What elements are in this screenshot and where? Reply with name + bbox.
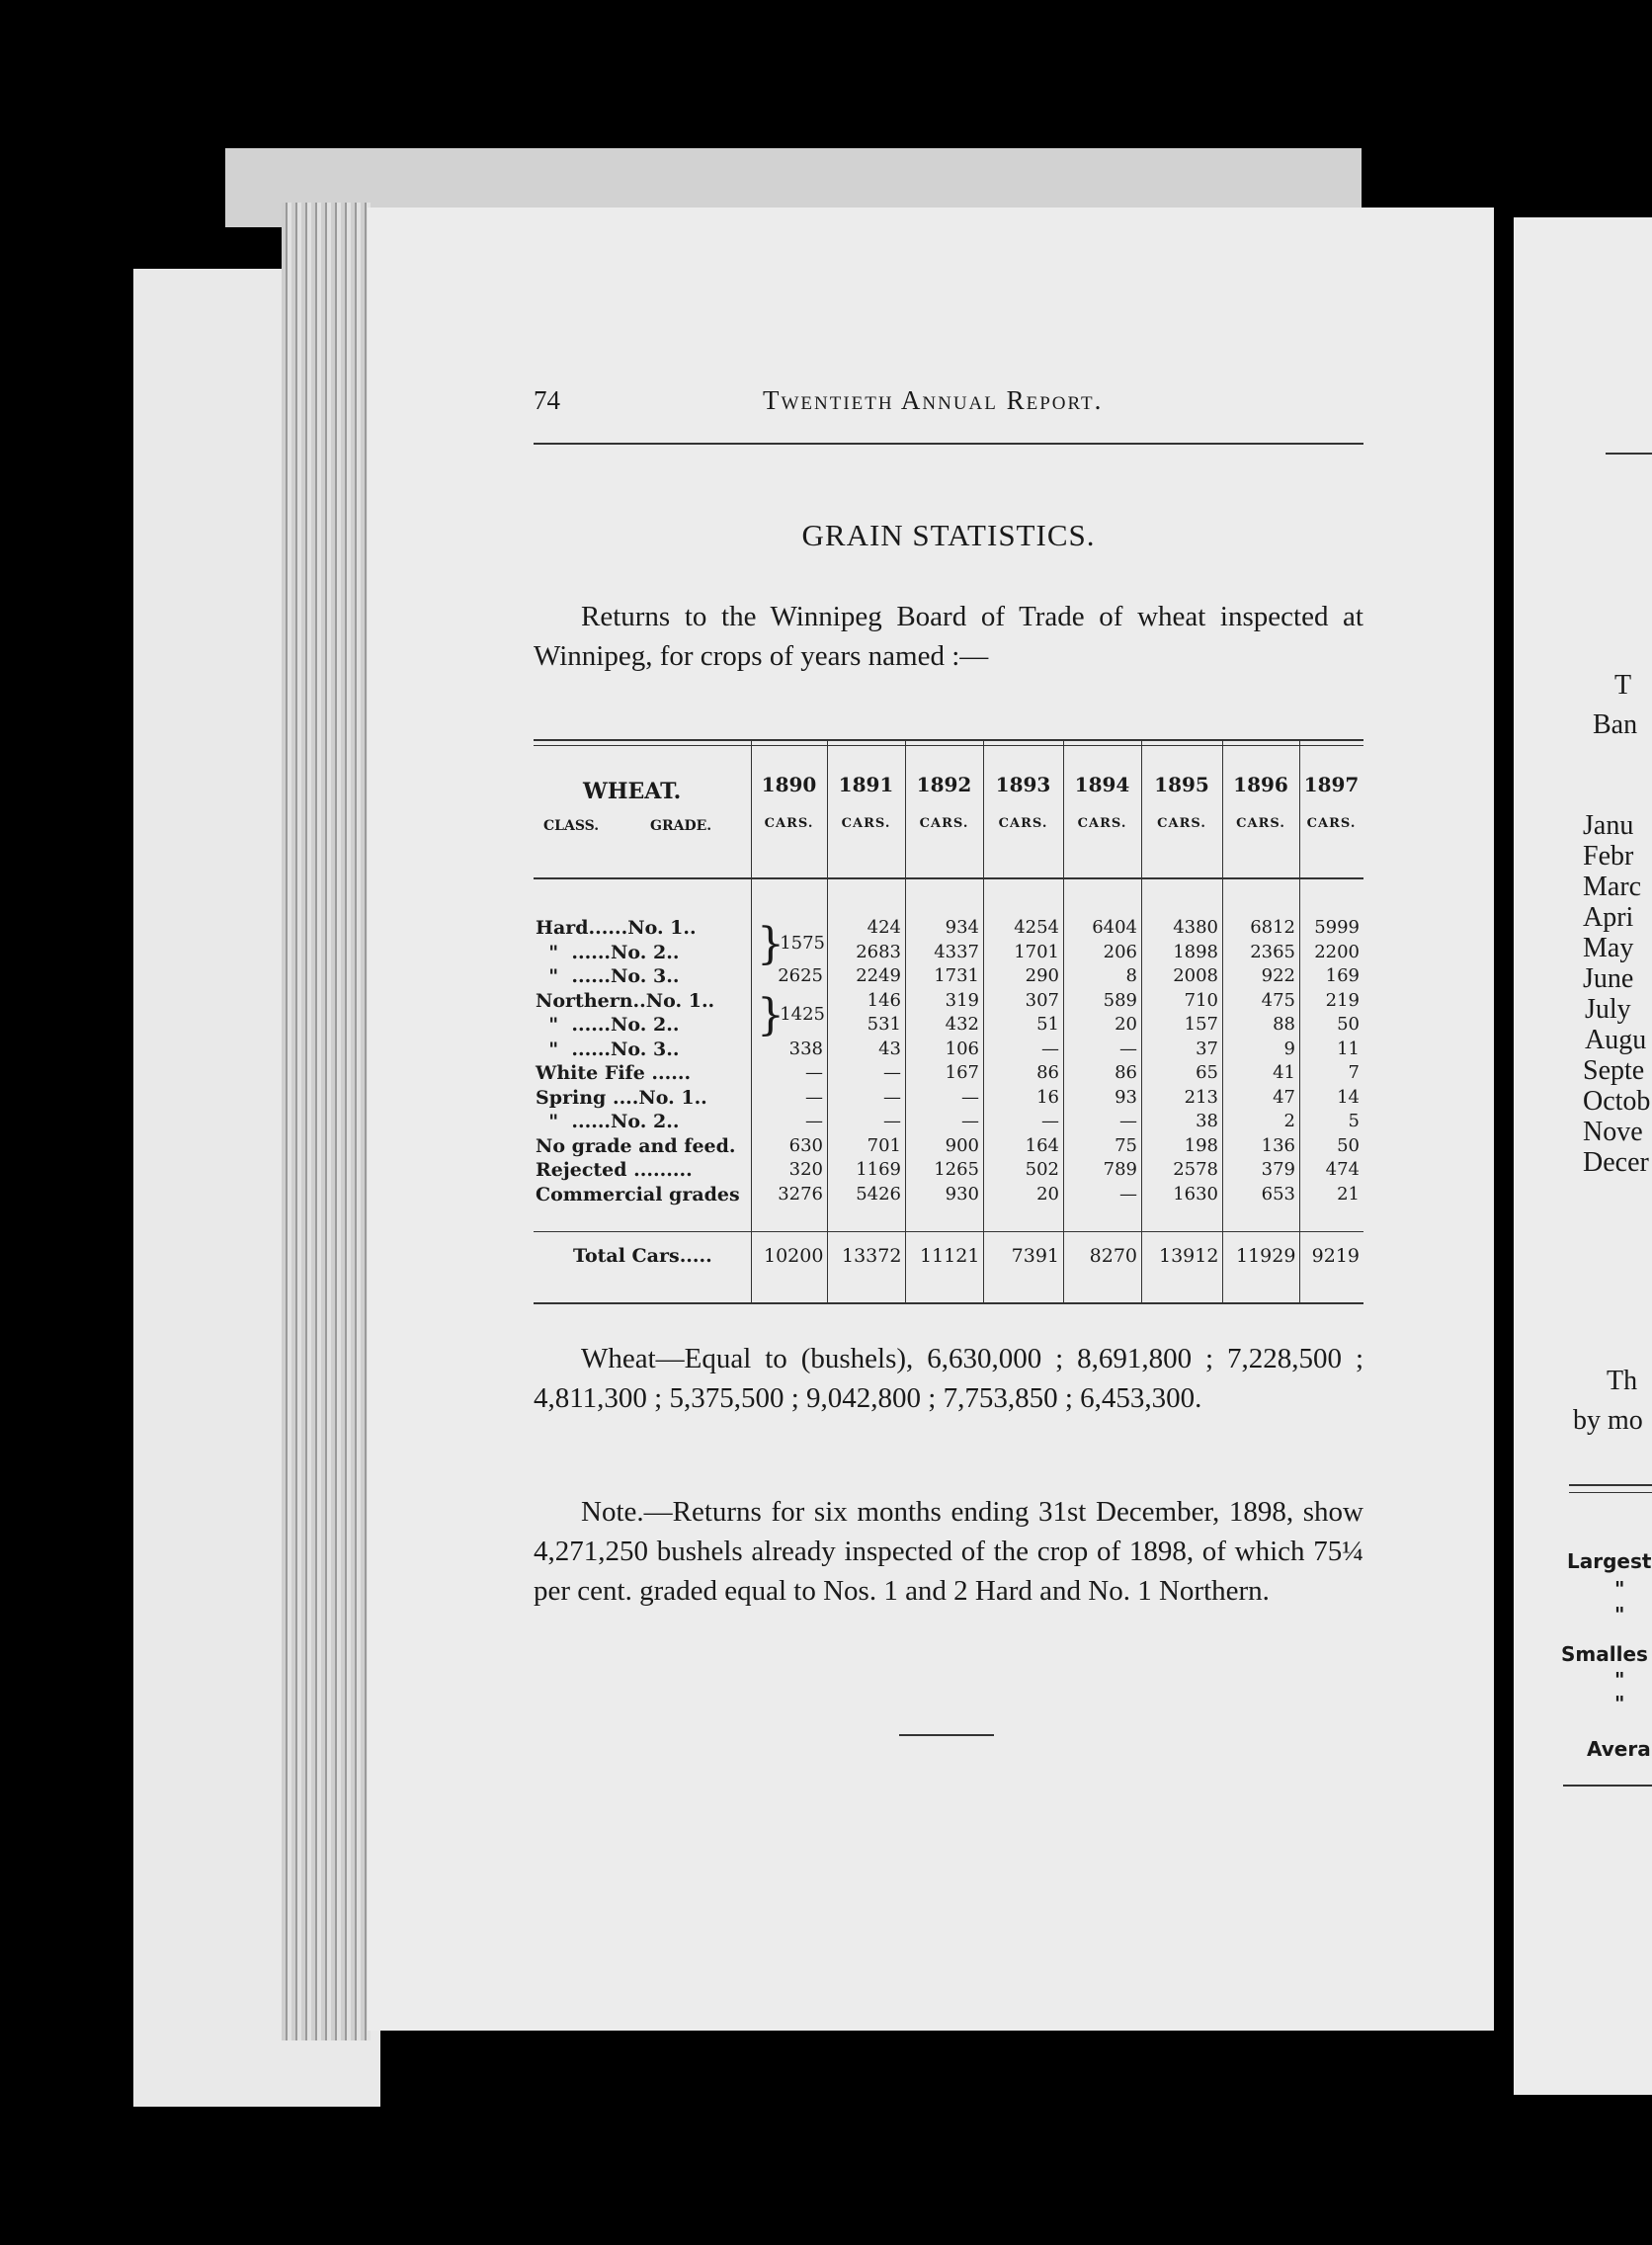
intro-text: Returns to the Winnipeg Board of Trade of wheat inspected at Winnipeg, for crops of years named :— (534, 601, 1363, 672)
table-cell: — (883, 1062, 901, 1083)
bracket-value-hard: 1575 (780, 933, 825, 954)
table-cell: 2 (1283, 1111, 1295, 1131)
table-cell: 146 (867, 989, 901, 1011)
table-bottom-rule (534, 1302, 1363, 1304)
table-cell: 630 (788, 1134, 823, 1156)
table-cell: 20 (1036, 1183, 1059, 1205)
table-cell: — (1119, 1038, 1137, 1059)
facing-month: Apri (1583, 902, 1634, 933)
row-label: " ......No. 2.. (536, 941, 680, 963)
unit-1890: CARS. (764, 816, 814, 831)
end-rule (899, 1734, 994, 1736)
total-cell: 9219 (1311, 1245, 1360, 1267)
table-cell: 4380 (1173, 917, 1218, 938)
table-cell: — (961, 1086, 979, 1108)
table-cell: 20 (1115, 1014, 1137, 1035)
table-cell: 8 (1125, 965, 1137, 986)
facing-header-rule (1606, 453, 1652, 455)
table-cell: — (883, 1086, 901, 1108)
table-cell: 934 (945, 917, 979, 938)
table-cell: — (1119, 1183, 1137, 1205)
year-1891: 1891 (838, 773, 894, 796)
table-cell: 51 (1036, 1014, 1059, 1035)
table-cell: 1701 (1014, 941, 1059, 962)
bushels-paragraph (534, 1339, 1363, 1418)
grade-label: GRADE. (650, 818, 712, 834)
table-cell: 219 (1325, 989, 1360, 1011)
facing-ditto-3: " (1614, 1668, 1625, 1692)
table-cell: 43 (878, 1038, 901, 1059)
table-cell: 2578 (1173, 1159, 1218, 1180)
facing-month: Janu (1583, 810, 1634, 841)
table-cell: 3276 (778, 1183, 823, 1205)
table-cell: — (805, 1086, 823, 1108)
total-label: Total Cars..... (573, 1245, 712, 1267)
unit-1893: CARS. (998, 816, 1048, 831)
table-cell: 710 (1184, 989, 1218, 1011)
table-cell: 41 (1273, 1062, 1295, 1083)
bracket-northern: } (757, 990, 785, 1040)
table-cell: 50 (1337, 1014, 1360, 1035)
page-number: 74 (534, 385, 560, 415)
table-cell: 320 (788, 1159, 823, 1180)
row-label: Commercial grades (536, 1183, 740, 1206)
table-cell: 5999 (1314, 917, 1360, 938)
row-label: " ......No. 2.. (536, 1014, 680, 1036)
table-top-rule (534, 739, 1363, 741)
facing-month: June (1583, 963, 1634, 994)
table-cell: 9 (1283, 1038, 1295, 1059)
table-cell: 75 (1115, 1134, 1137, 1156)
unit-1892: CARS. (919, 816, 969, 831)
table-cell: 14 (1337, 1086, 1360, 1108)
table-cell: 136 (1261, 1134, 1295, 1156)
table-cell: 157 (1184, 1014, 1218, 1035)
table-cell: 65 (1196, 1062, 1218, 1083)
class-label: CLASS. (543, 818, 600, 834)
table-cell: 213 (1184, 1086, 1218, 1108)
facing-largest: Largest (1567, 1549, 1652, 1573)
table-cell: 21 (1337, 1183, 1360, 1205)
facing-month: Decer (1583, 1147, 1649, 1178)
table-cell: 86 (1115, 1062, 1137, 1083)
table-cell: 789 (1103, 1159, 1137, 1180)
table-cell: 2200 (1314, 941, 1360, 962)
wheat-heading: WHEAT. (583, 779, 682, 804)
table-cell: 930 (945, 1183, 979, 1205)
table-cell: — (961, 1111, 979, 1131)
table-cell: 86 (1036, 1062, 1059, 1083)
row-label: White Fife ...... (536, 1062, 692, 1084)
table-cell: 4254 (1014, 917, 1059, 938)
table-cell: 2249 (856, 965, 901, 986)
table-cell: — (1119, 1111, 1137, 1131)
year-1892: 1892 (916, 773, 972, 796)
unit-1894: CARS. (1077, 816, 1127, 831)
total-cell: 10200 (764, 1245, 824, 1267)
total-cell: 11121 (920, 1245, 980, 1267)
facing-rule (1569, 1484, 1652, 1486)
running-title: Twentieth Annual Report. (763, 385, 1104, 415)
bushels-text: Wheat—Equal to (bushels), 6,630,000 ; 8,691,800 ; 7,228,500 ; 4,811,300 ; 5,375,500 ; 9,042,800 ; 7,753,850 ; 6,453,300. (534, 1343, 1363, 1414)
unit-1897: CARS. (1306, 816, 1357, 831)
unit-1896: CARS. (1236, 816, 1285, 831)
bracket-hard: } (757, 919, 785, 969)
table-cell: 701 (867, 1134, 901, 1156)
table-cell: 88 (1273, 1014, 1295, 1035)
table-cell: 5426 (856, 1183, 901, 1205)
facing-month: Augu (1585, 1025, 1647, 1055)
total-cell: 7391 (1011, 1245, 1059, 1267)
year-1893: 1893 (995, 773, 1051, 796)
facing-month: Marc (1583, 872, 1642, 902)
total-cell: 13372 (842, 1245, 902, 1267)
row-label: No grade and feed. (536, 1134, 736, 1157)
total-cell: 8270 (1089, 1245, 1137, 1267)
row-label: Rejected ......... (536, 1159, 693, 1181)
table-cell: 167 (945, 1062, 979, 1083)
table-cell: 6812 (1250, 917, 1295, 938)
year-1897: 1897 (1303, 773, 1360, 796)
table-cell: 16 (1036, 1086, 1059, 1108)
table-cell: 47 (1273, 1086, 1295, 1108)
table-cell: 589 (1103, 989, 1137, 1011)
table-cell: 432 (945, 1014, 979, 1035)
facing-ditto-2: " (1614, 1603, 1625, 1626)
note-text: Note.—Returns for six months ending 31st December, 1898, show 4,271,250 bushels already inspected of the crop of 1898, of which 75¼ per cent. graded equal to Nos. 1 and 2 Hard and No. 1 Northern. (534, 1496, 1363, 1607)
table-cell: 38 (1196, 1111, 1218, 1131)
row-label: " ......No. 3.. (536, 1038, 680, 1060)
note-paragraph (534, 1492, 1363, 1611)
facing-ditto-1: " (1614, 1577, 1625, 1601)
table-cell: 2008 (1173, 965, 1218, 986)
table-cell: 653 (1261, 1183, 1295, 1205)
table-cell: 106 (945, 1038, 979, 1059)
table-cell: 307 (1025, 989, 1059, 1011)
row-label: Hard......No. 1.. (536, 917, 697, 939)
table-cell: 531 (867, 1014, 901, 1035)
table-cell: — (883, 1111, 901, 1131)
facing-rule-2 (1569, 1492, 1652, 1493)
wheat-table (534, 739, 1363, 1302)
row-label: " ......No. 3.. (536, 965, 680, 987)
table-cell: 11 (1337, 1038, 1360, 1059)
table-cell: 6404 (1092, 917, 1137, 938)
table-cell: 290 (1025, 965, 1059, 986)
year-1896: 1896 (1233, 773, 1288, 796)
table-cell: 1169 (856, 1159, 901, 1180)
bracket-value-northern: 1425 (780, 1004, 825, 1025)
facing-by-mo: by mo (1573, 1405, 1643, 1436)
table-cell: 169 (1325, 965, 1360, 986)
table-cell: 1731 (934, 965, 979, 986)
table-cell: 900 (945, 1134, 979, 1156)
intro-paragraph (534, 597, 1363, 676)
unit-1895: CARS. (1157, 816, 1206, 831)
table-top-rule-2 (534, 745, 1363, 746)
table-cell: 424 (867, 917, 901, 938)
total-cell: 13912 (1159, 1245, 1219, 1267)
table-cell: 338 (788, 1038, 823, 1059)
table-cell: 206 (1103, 941, 1137, 962)
table-cell: 2625 (778, 965, 823, 986)
facing-month: May (1583, 933, 1634, 963)
table-cell: 319 (945, 989, 979, 1011)
facing-bottom-rule (1563, 1785, 1652, 1787)
year-1894: 1894 (1074, 773, 1130, 796)
facing-month: Nove (1583, 1117, 1643, 1147)
facing-month: July (1585, 994, 1631, 1025)
header-separator (534, 877, 1363, 879)
table-cell: 1630 (1173, 1183, 1218, 1205)
year-1895: 1895 (1154, 773, 1209, 796)
table-cell: 922 (1261, 965, 1295, 986)
table-cell: — (805, 1111, 823, 1131)
table-cell: 198 (1184, 1134, 1218, 1156)
table-cell: — (1041, 1111, 1059, 1131)
table-cell: 7 (1348, 1062, 1360, 1083)
table-cell: 5 (1348, 1111, 1360, 1131)
page-stack-edges (282, 203, 371, 2040)
table-cell: 1265 (934, 1159, 979, 1180)
table-cell: 93 (1115, 1086, 1137, 1108)
facing-t: T (1614, 670, 1632, 701)
facing-month: Septe (1583, 1055, 1645, 1086)
unit-1891: CARS. (841, 816, 891, 831)
total-cell: 11929 (1236, 1245, 1296, 1267)
table-cell: 2683 (856, 941, 901, 962)
facing-th: Th (1607, 1366, 1638, 1396)
table-cell: 1898 (1173, 941, 1218, 962)
table-cell: 475 (1261, 989, 1295, 1011)
table-cell: 2365 (1250, 941, 1295, 962)
table-cell: 164 (1025, 1134, 1059, 1156)
facing-ban: Ban (1593, 709, 1638, 740)
row-label: " ......No. 2.. (536, 1111, 680, 1132)
table-cell: 4337 (934, 941, 979, 962)
page-title: GRAIN STATISTICS. (801, 518, 1096, 552)
facing-average: Avera (1587, 1737, 1651, 1761)
facing-ditto-4: " (1614, 1692, 1625, 1715)
table-cell: 50 (1337, 1134, 1360, 1156)
table-cell: 37 (1196, 1038, 1218, 1059)
year-1890: 1890 (761, 773, 817, 796)
header-rule (534, 443, 1363, 445)
facing-month: Febr (1583, 841, 1634, 872)
table-cell: 502 (1025, 1159, 1059, 1180)
table-cell: 474 (1325, 1159, 1360, 1180)
table-cell: 379 (1261, 1159, 1295, 1180)
table-cell: — (1041, 1038, 1059, 1059)
row-label: Spring ....No. 1.. (536, 1086, 707, 1109)
total-separator (534, 1231, 1363, 1232)
facing-month: Octob (1583, 1086, 1651, 1117)
facing-smallest: Smalles (1561, 1642, 1648, 1666)
row-label: Northern..No. 1.. (536, 989, 715, 1012)
table-cell: — (805, 1062, 823, 1083)
